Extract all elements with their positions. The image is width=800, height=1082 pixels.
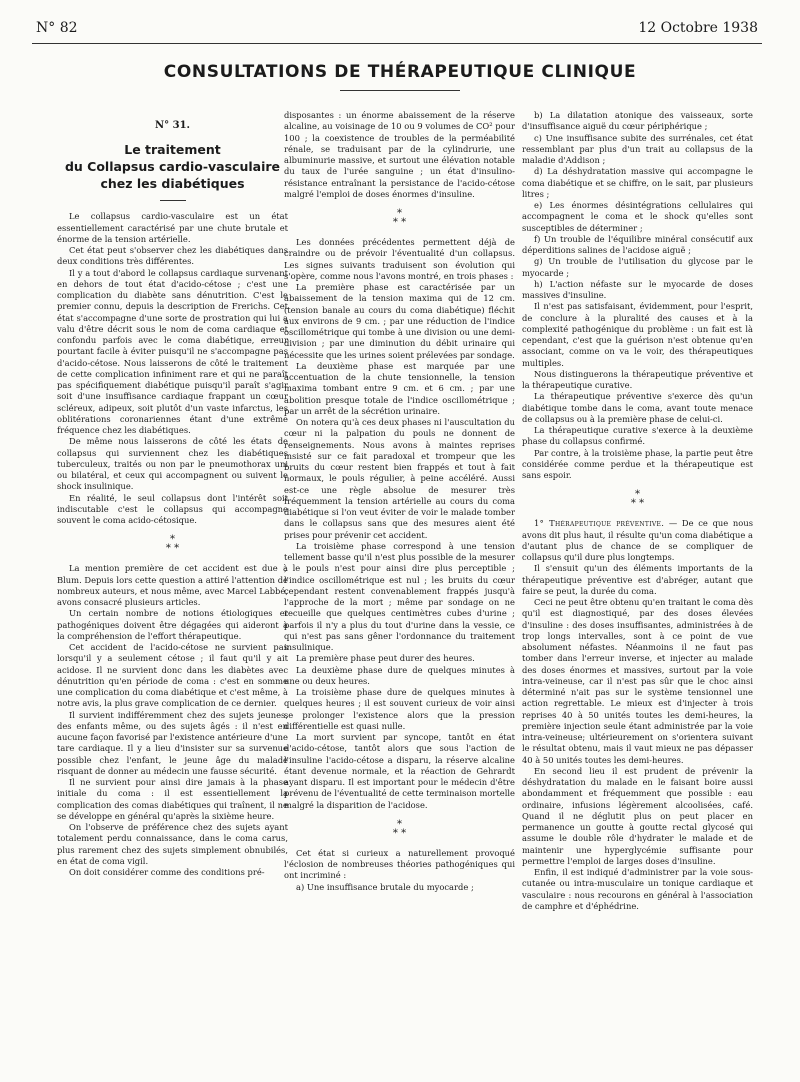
article-title-line: chez les diabétiques [100, 176, 245, 192]
section-separator-stars: * * * [630, 489, 645, 510]
section-separator-stars: * * * [165, 534, 180, 555]
paragraph: La mention première de cet accident est due à Blum. Depuis lors cette question a attiré l'attention de nombreux auteurs, et nous même, avec Marcel Labbé, avons consacré plusieurs articles. [57, 563, 288, 607]
paragraph: Ceci ne peut être obtenu qu'en traitant le coma dès qu'il est diagnostiqué, par des doses élevées d'insuline : des doses insuffisantes, administrées à de trop longs intervalles, sont à ce point de vue absolument néfastes. Néanmoins il ne faut pas tomber dans l'erreur inverse, et injecter au malade des doses énormes et massives, surtout par la voie intra-veineuse, car il n'est pas sûr que le choc ainsi déterminé n'ait pas sur le système tensionnel une action regrettable. Le mieux est d'injecter à trois reprises 40 à 50 unités toutes les demi-heures, la première injection seule étant administrée par la voie intra-veineuse; ultérieurement on s'orientera suivant le résultat obtenu, mais il vaut mieux ne pas dépasser 40 à 50 unités toutes les demi-heures. [522, 597, 753, 765]
paragraph: f) Un trouble de l'équilibre minéral consécutif aux déperditions salines de l'acidose aiguë ; [522, 233, 753, 255]
paragraph: De même nous laisserons de côté les états de collapsus qui surviennent chez les diabétiques tuberculeux, traités ou non par le pneumothorax uni ou bilatéral, et ceux qui accompagnent ou suivent le shock insulinique. [57, 436, 288, 492]
paragraph: En réalité, le seul collapsus dont l'intérêt soit indiscutable c'est le collapsus qui accompagne souvent le coma acido-cétosique. [57, 492, 288, 525]
header-rule [32, 43, 762, 44]
paragraph: — De ce que nous avons dit plus haut, il résulte qu'un coma diabétique a d'autant plus de chance de se compliquer de collapsus qu'il dure plus longtemps. [522, 518, 753, 562]
section-separator-stars: * * * [392, 208, 407, 228]
paragraph: disposantes : un énorme abaissement de la réserve alcaline, au voisinage de 10 ou 9 volumes de CO² pour 100 ; la coexistence de troubles de la perméabilité rénale, se traduisant par de la cylindrurie, une albuminurie massive, et surtout une élévation notable du taux de l'urée sanguine ; un état d'insulino-résistance entraînant la persistance de l'acido-cétose malgré l'emploi de doses énormes d'insuline. [284, 110, 515, 199]
paragraph: La thérapeutique curative s'exerce à la deuxième phase du collapsus confirmé. [522, 425, 753, 447]
paragraph: Un certain nombre de notions étiologiques et pathogéniques doivent être dégagées qui aideront à la compréhension de l'effort thérapeutique. [57, 608, 288, 641]
paragraph: Cet état peut s'observer chez les diabétiques dans deux conditions très différentes. [57, 245, 288, 267]
title-separator [160, 200, 186, 201]
article-title-line: du Collapsus cardio-vasculaire [64, 159, 281, 175]
paragraph: Par contre, à la troisième phase, la partie peut être considérée comme perdue et la thérapeutique est sans espoir. [522, 447, 753, 480]
paragraph: g) Un trouble de l'utilisation du glycose par le myocarde ; [522, 256, 753, 278]
paragraph: Il s'ensuit qu'un des éléments importants de la thérapeutique préventive est d'abréger, autant que faire se peut, la durée du coma. [522, 563, 753, 596]
subsection-heading: 1° Thérapeutique préventive. [534, 518, 665, 529]
section-title: CONSULTATIONS DE THÉRAPEUTIQUE CLINIQUE [163, 62, 637, 82]
column-2 [284, 110, 515, 1075]
paragraph: Il n'est pas satisfaisant, évidemment, pour l'esprit, de conclure à la pluralité des causes et à la complexité pathogénique du problème : un fait est là cependant, c'est que la guérison n'est obtenue qu'en associant, comme on va le voir, des thérapeutiques multiples. [522, 301, 753, 368]
paragraph: b) La dilatation atonique des vaisseaux, sorte d'insuffisance aiguë du cœur périphérique ; [522, 110, 753, 132]
paragraph: Le collapsus cardio-vasculaire est un état essentiellement caractérisé par une chute brutale et énorme de la tension artérielle. [57, 211, 288, 244]
paragraph: La mort survient par syncope, tantôt en état d'acido-cétose, tantôt alors que sous l'action de l'insuline l'acido-cétose a disparu, la réserve alcaline étant devenue normale, et la réaction de Gehrardt ayant disparu. Il est important pour le médecin d'être prévenu de l'éventualité de cette terminaison mortelle malgré la disparition de l'acidose. [284, 732, 515, 810]
section-separator-stars: * * * [392, 818, 407, 839]
paragraph: h) L'action néfaste sur le myocarde de doses massives d'insuline. [522, 278, 753, 300]
paragraph: Nous distinguerons la thérapeutique préventive et la thérapeutique curative. [522, 368, 753, 390]
paragraph: On l'observe de préférence chez des sujets ayant totalement perdu connaissance, dans le coma carus, plus rarement chez des sujets simplement obnubilés, en état de coma vigil. [57, 822, 288, 866]
paragraph: Il ne survient pour ainsi dire jamais à la phase initiale du coma : il est essentiellement la complication des comas diabétiques qui traînent, il ne se développe en général qu'après la sixième heure. [57, 777, 288, 821]
paragraph: Enfin, il est indiqué d'administrer par la voie sous-cutanée ou intra-musculaire un tonique cardiaque et vasculaire : nous recourons en général à l'association de camphre et d'éphédrine. [522, 867, 753, 911]
paragraph: Les données précédentes permettent déjà de craindre ou de prévoir l'éventualité d'un collapsus. Les signes suivants traduisent son évolution qui s'opère, comme nous l'avons montré, en trois phases : [284, 237, 515, 281]
paragraph: c) Une insuffisance subite des surrénales, cet état ressemblant par plus d'un trait au collapsus de la maladie d'Addison ; [522, 132, 753, 165]
paragraph: On doit considérer comme des conditions pré- [69, 867, 265, 877]
paragraph: En second lieu il est prudent de prévenir la déshydratation du malade en le faisant boire aussi abondamment et fréquemment que possible : eau ordinaire, infusions légèrement alcoolisées, café. Quand il ne déglutit plus on peut placer en permanence un goutte à goutte rectal glycosé qui assume le double rôle d'hydrater le malade et de maintenir une hyperglycémie suffisante pour permettre l'emploi de larges doses d'insuline. [522, 765, 753, 866]
paragraph: Il y a tout d'abord le collapsus cardiaque survenant en dehors de tout état d'acido-cétose ; c'est une complication du diabète sans dénutrition. C'est le premier connu, depuis la description de Frerichs. Cet état s'accompagne d'une sorte de prostration qui lui a valu d'être décrit sous le nom de coma cardiaque et confondu parfois avec le coma diabétique, erreur pourtant facile à éviter puisqu'il ne s'accompagne pas d'acido-cétose. Nous laisserons de côté le traitement de cette complication infiniment rare et qui ne paraît pas spécifiquement diabétique puisqu'il paraît s'agir soit d'une insuffisance cardiaque frappant un cœur scléreux, adipeux, soit plutôt d'un vaste infarctus, les oblitérations coronariennes étant d'une extrême fréquence chez les diabétiques. [57, 267, 288, 435]
paragraph: Cet accident de l'acido-cétose ne survient pas lorsqu'il y a seulement cétose ; il faut qu'il y ait acidose. Il ne survient donc dans les diabètes avec dénutrition qu'en période de coma : c'est en somme une complication du coma diabétique et c'est même, à notre avis, la plus grave complication de ce dernier. [57, 642, 288, 709]
article-title-line: Le traitement [124, 142, 221, 158]
paragraph: On notera qu'à ces deux phases ni l'auscultation du cœur ni la palpation du pouls ne donnent de renseignements. Nous avons à maintes reprises insisté sur ce fait paradoxal et trompeur que les bruits du cœur restent bien frappés et tout à fait normaux, le pouls régulier, à peine accéléré. Aussi est-ce une règle absolue de mesurer très fréquemment la tension artérielle au cours du coma diabétique si l'on veut éviter de voir le malade tomber dans le collapsus sans que des mesures aient été prises pour prévenir cet accident. [284, 417, 515, 540]
paragraph: e) Les énormes désintégrations cellulaires qui accompagnent le coma et le shock qu'elles sont susceptibles de déterminer ; [522, 200, 753, 233]
paragraph-with-heading [522, 518, 753, 563]
paragraph: La première phase peut durer des heures. [296, 653, 475, 664]
column-1 [57, 110, 288, 1075]
paragraph: La deuxième phase est marquée par une accentuation de la chute tensionnelle, la tension maxima tombant entre 9 cm. et 6 cm. ; par une abolition presque totale de l'indice oscillométrique ; par un arrêt de la sécrétion urinaire. [284, 360, 515, 416]
article-number: N° 31. [154, 120, 191, 131]
issue-number: N° 82 [36, 20, 78, 36]
title-rule [340, 90, 460, 91]
paragraph: La thérapeutique préventive s'exerce dès qu'un diabétique tombe dans le coma, avant toute menace de collapsus ou à la première phase de celui-ci. [522, 391, 753, 424]
paragraph: La première phase est caractérisée par un abaissement de la tension maxima qui de 12 cm. (tension banale au cours du coma diabétique) fléchit aux environs de 9 cm. ; par une réduction de l'indice oscillométrique qui tombe à une division ou une demi-division ; par une diminution du débit urinaire qui nécessite que les urines soient prélevées par sondage. [284, 282, 515, 360]
paragraph: a) Une insuffisance brutale du myocarde ; [296, 881, 474, 892]
paragraph: Cet état si curieux a naturellement provoqué l'éclosion de nombreuses théories pathogéniques qui ont incriminé : [284, 847, 515, 881]
paragraph: La troisième phase dure de quelques minutes à quelques heures ; il est souvent curieux de voir ainsi se prolonger l'existence alors que la pression différentielle est quasi nulle. [284, 687, 515, 731]
paragraph: Il survient indifféremment chez des sujets jeunes, des enfants même, ou des sujets âgés : il n'est en aucune façon favorisé par l'existence antérieure d'une tare cardiaque. Il y a lieu d'insister sur sa survenue possible chez l'enfant, le jeune âge du malade risquant de donner au médecin une fausse sécurité. [57, 709, 288, 776]
paragraph: La deuxième phase dure de quelques minutes à une ou deux heures. [284, 664, 515, 686]
paragraph: d) La déshydratation massive qui accompagne le coma diabétique et se chiffre, on le sait, par plusieurs litres ; [522, 166, 753, 199]
paragraph: La troisième phase correspond à une tension tellement basse qu'il n'est plus possible de la mesurer ; le pouls n'est pour ainsi dire plus perceptible ; l'indice oscillométrique est nul ; les bruits du cœur cependant restent convenablement frappés jusqu'à l'approche de la mort ; même par sondage on ne recueille que quelques centimètres cubes d'urine ; parfois il n'y a plus du tout d'urine dans la vessie, ce qui n'est pas sans gêner l'ordonnance du traitement insulinique. [284, 540, 515, 652]
issue-date: 12 Octobre 1938 [638, 20, 758, 36]
column-3 [522, 110, 753, 1075]
article-title [57, 141, 288, 192]
